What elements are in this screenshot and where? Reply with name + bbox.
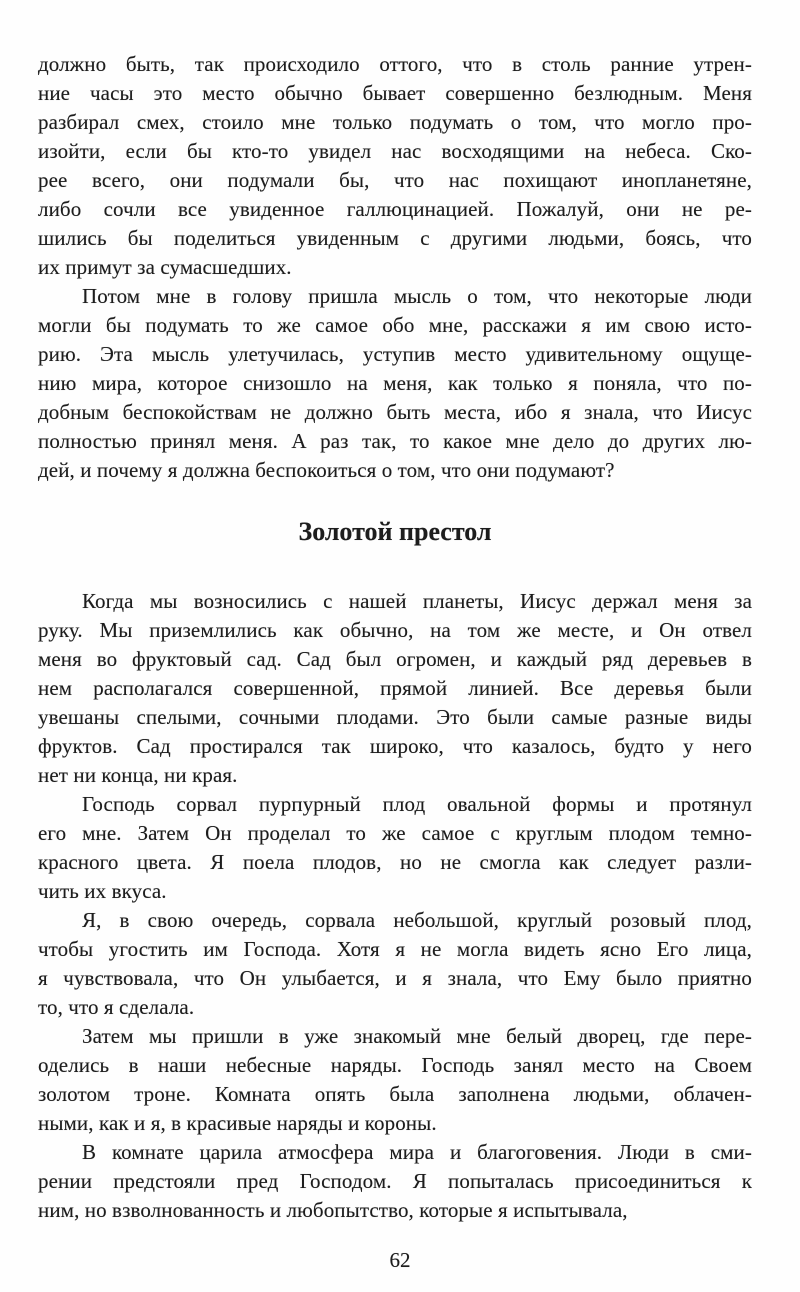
text-line: Когда мы возносились с нашей планеты, Иисус держал меня за: [82, 589, 752, 613]
paragraph: [38, 790, 752, 906]
paragraph: [38, 587, 752, 790]
text-line: фруктов. Сад простирался так широко, что казалось, будто у него: [38, 734, 752, 758]
paragraph: [38, 906, 752, 1022]
text-line: рении предстояли пред Господом. Я попыталась присоединиться к: [38, 1169, 752, 1193]
text-line: Я, в свою очередь, сорвала небольшой, круглый розовый плод,: [82, 908, 752, 932]
text-line: полностью принял меня. А раз так, то какое мне дело до других лю-: [38, 429, 752, 453]
text-line: рию. Эта мысль улетучилась, уступив место удивительному ощуще-: [38, 342, 752, 366]
text-line: меня во фруктовый сад. Сад был огромен, и каждый ряд деревьев в: [38, 647, 752, 671]
text-line: В комнате царила атмосфера мира и благоговения. Люди в сми-: [82, 1140, 752, 1164]
text-line: шились бы поделиться увиденным с другими людьми, боясь, что: [38, 226, 752, 250]
text-line: руку. Мы приземлились как обычно, на том же месте, и Он отвел: [38, 618, 752, 642]
text-line: золотом троне. Комната опять была заполнена людьми, облачен-: [38, 1082, 752, 1106]
text-line: чить их вкуса.: [38, 879, 167, 903]
text-line: должно быть, так происходило оттого, что в столь ранние утрен-: [38, 52, 752, 76]
section-heading: Золотой престол: [298, 517, 492, 546]
text-line: их примут за сумасшедших.: [38, 255, 292, 279]
text-line: ными, как и я, в красивые наряды и короны.: [38, 1111, 437, 1135]
text-line: ние часы это место обычно бывает совершенно безлюдным. Меня: [38, 81, 752, 105]
text-line: разбирал смех, стоило мне только подумать о том, что могло про-: [38, 110, 752, 134]
text-line: нию мира, которое снизошло на меня, как только я поняла, что по-: [38, 371, 752, 395]
text-line: ним, но взволнованность и любопытство, которые я испытывала,: [38, 1198, 628, 1222]
paragraph: [38, 1022, 752, 1138]
paragraph: [38, 282, 752, 485]
paragraph: [38, 1138, 752, 1225]
text-line: либо сочли все увиденное галлюцинацией. Пожалуй, они не ре-: [38, 197, 752, 221]
text-line: нем располагался совершенной, прямой линией. Все деревья были: [38, 676, 752, 700]
text-line: добным беспокойствам не должно быть места, ибо я знала, что Иисус: [38, 400, 752, 424]
paragraph: [38, 50, 752, 282]
text-line: оделись в наши небесные наряды. Господь занял место на Своем: [38, 1053, 752, 1077]
text-line: чтобы угостить им Господа. Хотя я не могла видеть ясно Его лица,: [38, 937, 752, 961]
page-number: 62: [389, 1248, 411, 1272]
text-line: нет ни конца, ни края.: [38, 763, 238, 787]
text-line: Господь сорвал пурпурный плод овальной формы и протянул: [82, 792, 752, 816]
text-line: я чувствовала, что Он улыбается, и я знала, что Ему было приятно: [38, 966, 752, 990]
text-line: его мне. Затем Он проделал то же самое с круглым плодом темно-: [38, 821, 752, 845]
text-line: изойти, если бы кто-то увидел нас восходящими на небеса. Ско-: [38, 139, 752, 163]
text-line: увешаны спелыми, сочными плодами. Это были самые разные виды: [38, 705, 752, 729]
text-line: рее всего, они подумали бы, что нас похищают инопланетяне,: [38, 168, 752, 192]
text-line: дей, и почему я должна беспокоиться о том, что они подумают?: [38, 458, 615, 482]
text-line: то, что я сделала.: [38, 995, 195, 1019]
text-line: Затем мы пришли в уже знакомый мне белый дворец, где пере-: [82, 1024, 752, 1048]
text-line: красного цвета. Я поела плодов, но не смогла как следует разли-: [38, 850, 752, 874]
text-line: могли бы подумать то же самое обо мне, расскажи я им свою исто-: [38, 313, 752, 337]
page-content: [38, 50, 752, 1225]
text-line: Потом мне в голову пришла мысль о том, что некоторые люди: [82, 284, 752, 308]
